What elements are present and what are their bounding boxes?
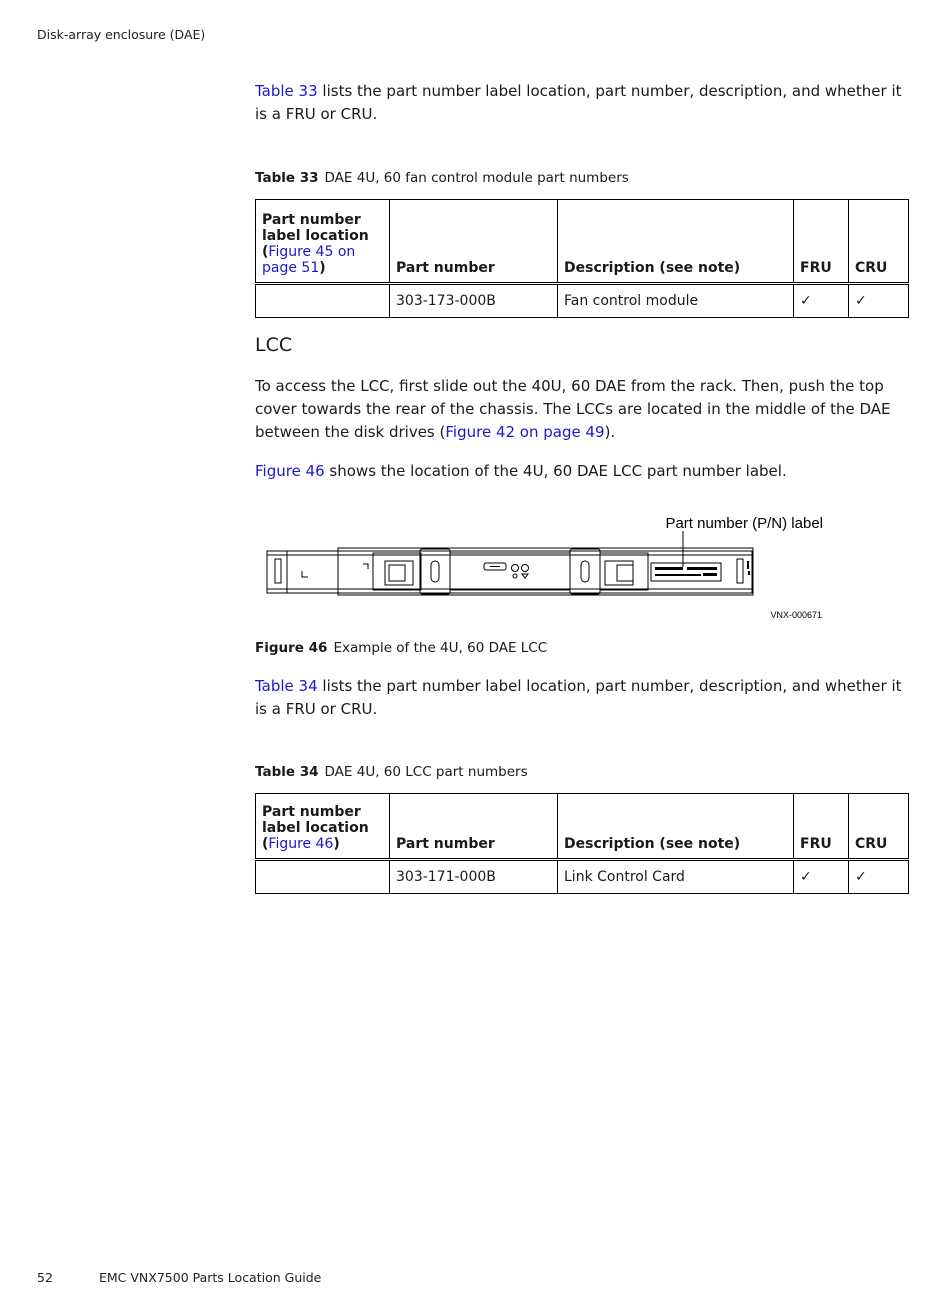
table34-cell-part-number: 303-171-000B (390, 860, 558, 894)
table33-cell-location (256, 284, 390, 318)
table34-intro: Table 34 lists the part number label location, part number, description, and whether it is a FRU or CRU. (255, 677, 902, 718)
figure-id: VNX-000671 (770, 610, 822, 620)
table33-header-location: Part number label location (Figure 45 on page 51) (256, 200, 390, 284)
table34-cell-description: Link Control Card (558, 860, 794, 894)
lcc-drawing (255, 505, 835, 630)
table33-caption: Table 33 DAE 4U, 60 fan control module part numbers (255, 170, 629, 186)
table33-header-row (256, 200, 909, 284)
lcc-figure (255, 505, 835, 630)
guide-title: EMC VNX7500 Parts Location Guide (99, 1270, 322, 1285)
table34-link[interactable]: Table 34 (255, 677, 318, 695)
lcc-access-paragraph: To access the LCC, first slide out the 40U, 60 DAE from the rack. Then, push the top cover towards the rear of the chassis. The LCCs are located in the middle of the DAE between the disk drives (Figure 42 on page 49). (255, 377, 891, 441)
table34-cell-fru-check: ✓ (794, 860, 849, 894)
table33-header-description: Description (see note) (558, 200, 794, 284)
figure46-link[interactable]: Figure 46 (255, 462, 325, 480)
page-number: 52 (37, 1270, 53, 1285)
table33-cell-description: Fan control module (558, 284, 794, 318)
pn-label-callout: Part number (P/N) label (665, 515, 823, 532)
lcc-heading: LCC (255, 334, 293, 356)
table33-header-fru: FRU (794, 200, 849, 284)
table34-header-description: Description (see note) (558, 794, 794, 860)
table33-cell-part-number: 303-173-000B (390, 284, 558, 318)
table33-header-part-number: Part number (390, 200, 558, 284)
table33-header-cru: CRU (849, 200, 909, 284)
table34-header-fru: FRU (794, 794, 849, 860)
figure46-caption: Figure 46 Example of the 4U, 60 DAE LCC (255, 640, 548, 656)
table33-link[interactable]: Table 33 (255, 82, 318, 100)
table34-header-location: Part number label location (Figure 46) (256, 794, 390, 860)
table33 (255, 199, 909, 318)
figure45-link[interactable]: Figure 45 on page 51 (262, 244, 356, 276)
table33-cell-fru-check: ✓ (794, 284, 849, 318)
table-row (256, 860, 909, 894)
table33-intro: Table 33 lists the part number label location, part number, description, and whether it is a FRU or CRU. (255, 82, 902, 123)
table33-cell-cru-check: ✓ (849, 284, 909, 318)
table34 (255, 793, 909, 894)
table34-header-cru: CRU (849, 794, 909, 860)
table34-header-part-number: Part number (390, 794, 558, 860)
figure46-header-link[interactable]: Figure 46 (268, 836, 334, 852)
table34-caption: Table 34 DAE 4U, 60 LCC part numbers (255, 764, 528, 780)
table-row (256, 284, 909, 318)
figure46-intro: Figure 46 shows the location of the 4U, 60 DAE LCC part number label. (255, 462, 787, 480)
figure42-link[interactable]: Figure 42 on page 49 (445, 423, 605, 441)
running-header: Disk-array enclosure (DAE) (37, 27, 206, 42)
table34-header-row (256, 794, 909, 860)
table34-cell-location (256, 860, 390, 894)
table34-cell-cru-check: ✓ (849, 860, 909, 894)
